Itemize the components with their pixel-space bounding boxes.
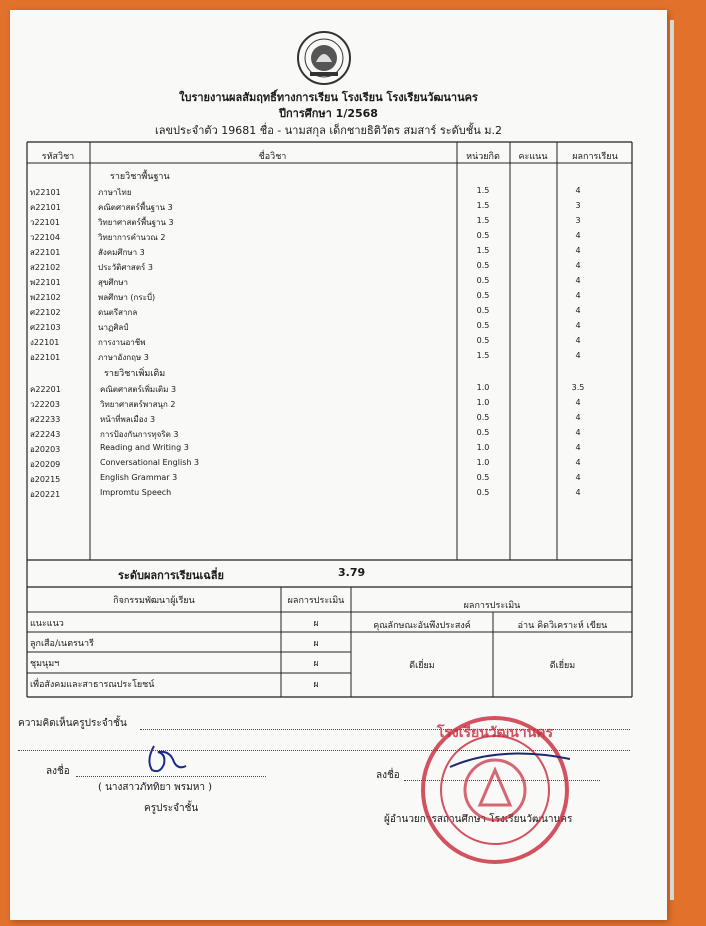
sign-label-director: ลงชื่อ <box>376 770 400 781</box>
report-title: ใบรายงานผลสัมฤทธิ์ทางการเรียน โรงเรียน โรงเรียนวัฒนานคร <box>179 91 478 104</box>
school-stamp-icon <box>420 715 570 865</box>
eval-header: ผลการประเมิน <box>463 601 521 611</box>
subject-grade: 4 <box>575 488 581 497</box>
teacher-comment-label: ความคิดเห็นครูประจำชั้น <box>18 718 127 729</box>
subject-name: ดนตรีสากล <box>98 308 138 317</box>
subject-code: ว22104 <box>30 233 60 242</box>
subject-code: ท22101 <box>30 188 61 197</box>
subject-credit: 0.5 <box>476 488 490 497</box>
subject-credit: 0.5 <box>476 473 490 482</box>
subject-name: นาฏศิลป์ <box>98 323 129 332</box>
activity-name: แนะแนว <box>30 619 64 629</box>
subject-name: การงานอาชีพ <box>98 338 146 347</box>
subject-credit: 1.5 <box>476 246 490 255</box>
subject-grade: 4 <box>575 306 581 315</box>
subject-name: ประวัติศาสตร์ 3 <box>98 263 153 272</box>
subject-grade: 4 <box>575 351 581 360</box>
col-header-subject: ชื่อวิชา <box>258 152 287 162</box>
subject-grade: 4 <box>575 413 581 422</box>
subject-credit: 0.5 <box>476 291 490 300</box>
subject-name: Impromtu Speech <box>100 488 172 497</box>
activity-result: ผ <box>313 680 319 690</box>
gpa-value: 3.79 <box>338 566 366 579</box>
stamp-text: โรงเรียนวัฒนานคร <box>436 725 554 741</box>
subject-name: วิทยาศาสตร์พื้นฐาน 3 <box>98 218 174 227</box>
activity-name: ชุมนุมฯ <box>30 659 60 669</box>
subject-credit: 1.5 <box>476 186 490 195</box>
subject-name: Conversational English 3 <box>100 458 200 467</box>
subject-name: Reading and Writing 3 <box>100 443 189 452</box>
col-header-code: รหัสวิชา <box>41 152 75 162</box>
subject-credit: 1.5 <box>476 351 490 360</box>
eval-value-characteristics: ดีเยี่ยม <box>409 661 435 671</box>
subject-code: ส22102 <box>30 263 61 272</box>
activity-result: ผ <box>313 619 319 629</box>
eval-value-reading: ดีเยี่ยม <box>549 661 576 671</box>
activity-result: ผ <box>313 659 319 669</box>
subject-name: สุขศึกษา <box>98 278 129 287</box>
subject-grade: 4 <box>575 443 581 452</box>
subject-credit: 1.0 <box>476 458 490 467</box>
subject-code: ว22203 <box>30 400 60 409</box>
activity-result-header: ผลการประเมิน <box>287 596 345 606</box>
activity-name: เพื่อสังคมและสาธารณประโยชน์ <box>30 680 155 690</box>
subject-code: ศ22102 <box>30 308 61 317</box>
subject-credit: 1.5 <box>476 216 490 225</box>
subject-name: หน้าที่พลเมือง 3 <box>100 415 156 424</box>
subject-credit: 0.5 <box>476 261 490 270</box>
teacher-signature-icon <box>140 740 190 780</box>
teacher-role: ครูประจำชั้น <box>144 803 199 814</box>
subject-grade: 4 <box>575 458 581 467</box>
subject-code: ง22101 <box>30 338 60 347</box>
subject-credit: 0.5 <box>476 321 490 330</box>
activity-name: ลูกเสือ/เนตรนารี <box>30 639 94 649</box>
subject-code: อ20221 <box>30 490 61 499</box>
subject-grade: 4 <box>575 398 581 407</box>
sign-label-teacher: ลงชื่อ <box>46 766 70 777</box>
col-header-credit: หน่วยกิต <box>466 152 500 162</box>
subject-grade: 4 <box>575 321 581 330</box>
gpa-label: ระดับผลการเรียนเฉลี่ย <box>118 569 224 582</box>
col-header-score: คะแนน <box>518 152 548 162</box>
director-role: ผู้อำนวยการสถานศึกษา โรงเรียนวัฒนานคร <box>384 814 573 825</box>
subject-credit: 1.0 <box>476 398 490 407</box>
subject-grade: 4 <box>575 473 581 482</box>
subject-name: English Grammar 3 <box>100 473 178 482</box>
subject-credit: 0.5 <box>476 428 490 437</box>
subject-code: ส22101 <box>30 248 61 257</box>
section-basic-label: รายวิชาพื้นฐาน <box>110 172 170 182</box>
subject-credit: 1.0 <box>476 383 490 392</box>
subject-code: อ20203 <box>30 445 61 454</box>
subject-grade: 4 <box>575 186 581 195</box>
subject-code: ศ22103 <box>30 323 61 332</box>
subject-name: ภาษาอังกฤษ 3 <box>98 353 149 362</box>
subject-name: วิทยาการคำนวณ 2 <box>98 233 166 242</box>
subject-grade: 4 <box>575 246 581 255</box>
subject-grade: 3 <box>575 216 581 225</box>
subject-credit: 1.0 <box>476 443 490 452</box>
section-extra-label: รายวิชาเพิ่มเติม <box>104 369 166 379</box>
subject-code: พ22101 <box>30 278 61 287</box>
subject-name: สังคมศึกษา 3 <box>98 248 145 257</box>
subject-code: ค22101 <box>30 203 61 212</box>
subject-code: ส22243 <box>30 430 61 439</box>
activity-col-header: กิจกรรมพัฒนาผู้เรียน <box>113 596 195 606</box>
subject-grade: 4 <box>575 261 581 270</box>
subject-credit: 0.5 <box>476 276 490 285</box>
subject-credit: 0.5 <box>476 336 490 345</box>
subject-code: พ22102 <box>30 293 61 302</box>
subject-credit: 0.5 <box>476 231 490 240</box>
eval-col-characteristics: คุณลักษณะอันพึงประสงค์ <box>373 621 471 631</box>
subject-code: ว22101 <box>30 218 60 227</box>
col-header-grade: ผลการเรียน <box>572 152 618 162</box>
subject-grade: 4 <box>575 291 581 300</box>
subject-grade: 4 <box>575 276 581 285</box>
subject-code: ค22201 <box>30 385 61 394</box>
student-info: เลขประจำตัว 19681 ชื่อ - นามสกุล เด็กชายธิติวัตร สมสาร์ ระดับชั้น ม.2 <box>154 124 502 137</box>
subject-code: อ20209 <box>30 460 61 469</box>
subject-code: อ20215 <box>30 475 61 484</box>
subject-credit: 1.5 <box>476 201 490 210</box>
teacher-name: ( นางสาวภัททิยา พรมหา ) <box>98 782 213 793</box>
subject-grade: 4 <box>575 231 581 240</box>
subject-grade: 4 <box>575 336 581 345</box>
subject-grade: 4 <box>575 428 581 437</box>
subject-name: การป้องกันการทุจริต 3 <box>100 430 179 439</box>
subject-credit: 0.5 <box>476 413 490 422</box>
subject-name: คณิตศาสตร์เพิ่มเติม 3 <box>100 385 177 394</box>
subject-grade: 3 <box>575 201 581 210</box>
subject-name: ภาษาไทย <box>98 188 132 197</box>
academic-year: ปีการศึกษา 1/2568 <box>279 107 378 120</box>
subject-credit: 0.5 <box>476 306 490 315</box>
eval-col-reading: อ่าน คิดวิเคราะห์ เขียน <box>517 621 608 631</box>
subject-code: อ22101 <box>30 353 61 362</box>
subject-name: คณิตศาสตร์พื้นฐาน 3 <box>98 203 173 212</box>
subject-code: ส22233 <box>30 415 61 424</box>
subject-grade: 3.5 <box>571 383 585 392</box>
activity-result: ผ <box>313 639 319 649</box>
subject-name: พลศึกษา (กระบี่) <box>98 293 156 302</box>
subject-name: วิทยาศาสตร์พาสนุก 2 <box>100 400 176 409</box>
